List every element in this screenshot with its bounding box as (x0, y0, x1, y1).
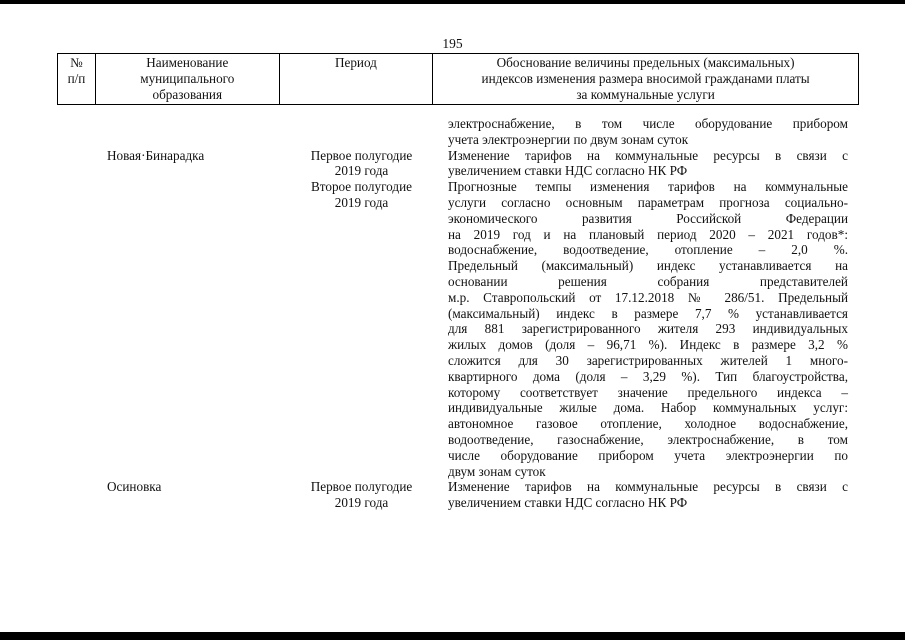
bottom-rule (0, 632, 905, 640)
header-name-line: муниципального (140, 71, 235, 86)
period-cell (289, 179, 434, 211)
period-line: 2019 года (334, 194, 389, 210)
text-line: водоотведение, газоснабжение, электроснабжение, в том (448, 431, 848, 447)
period-line: 2019 года (334, 163, 389, 179)
header-name-line: Наименование (146, 55, 229, 70)
period-entry (57, 479, 859, 511)
text-line: Изменение тарифов на коммунальные ресурсы в связи с (448, 147, 848, 163)
text-line: учета электроэнергии по двум зонам суток (448, 131, 689, 147)
text-line: на 2019 год и на плановый период 2020 – 2021 годов*: (448, 226, 848, 242)
text-line: квартирного дома (доля – 3,29 %). Тип благоустройства, (448, 368, 848, 384)
text-line: двум зонам суток (448, 463, 546, 479)
continuation-row (57, 116, 859, 148)
justification-cell (448, 479, 848, 511)
text-line: увеличением ставки НДС согласно НК РФ (448, 163, 688, 179)
text-line: Прогнозные темпы изменения тарифов на коммунальные (448, 179, 848, 195)
text-line: основании решения собрания представителей (448, 273, 848, 289)
table-row-osinovka (57, 479, 859, 511)
text-line: Предельный (максимальный) индекс устанавливается на (448, 258, 848, 274)
municipality-name: Осиновка (107, 479, 162, 495)
header-name-line: образования (152, 87, 223, 102)
table-body (57, 116, 859, 511)
table-header (57, 53, 859, 105)
text-line: сложится для 30 зарегистрированных жителей 1 много- (448, 352, 848, 368)
justification-cell (448, 179, 848, 479)
header-number-line: № (70, 55, 83, 70)
text-line: числе оборудование прибором учета электроэнергии по (448, 447, 848, 463)
header-justification-line: индексов изменения размера вносимой гражданами платы (481, 71, 810, 86)
text-line: Изменение тарифов на коммунальные ресурсы в связи с (448, 479, 848, 495)
header-number-line: п/п (67, 71, 86, 86)
continuation-text (448, 116, 848, 148)
page-number: 195 (442, 36, 463, 51)
text-line: м.р. Ставропольский от 17.12.2018 № 286/51. Предельный (448, 289, 848, 305)
text-line: индивидуальные жилые дома. Набор коммунальных услуг: (448, 400, 848, 416)
period-line: Второе полугодие (310, 179, 413, 195)
text-line: водоснабжение, водоотведение, отопление – 2,0 %. (448, 242, 848, 258)
header-justification-line: за коммунальные услуги (576, 87, 715, 102)
period-entry (57, 148, 859, 180)
period-entry (57, 179, 859, 479)
text-line: жилых домов (доля – 96,71 %). Индекс в размере 3,2 % (448, 337, 848, 353)
period-line: Первое полугодие (310, 479, 413, 495)
text-line: (максимальный) индекс в размере 7,7 % устанавливается (448, 305, 848, 321)
period-line: 2019 года (334, 495, 389, 511)
text-line: увеличением ставки НДС согласно НК РФ (448, 495, 688, 511)
table-row-novaya-binaradka (57, 148, 859, 480)
text-line: экономического развития Российской Федерации (448, 210, 848, 226)
justification-cell (448, 148, 848, 180)
header-number-cell (58, 54, 96, 105)
header-justification-line: Обоснование величины предельных (максимальных) (496, 55, 795, 70)
period-cell (289, 148, 434, 180)
text-line: автономное газовое отопление, холодное водоснабжение, (448, 416, 848, 432)
period-line: Первое полугодие (310, 147, 413, 163)
header-period-line: Период (334, 55, 377, 70)
text-line: услуги согласно основным параметрам прогноза социально- (448, 194, 848, 210)
municipality-name: Новая·Бинарадка (107, 147, 205, 163)
top-rule (0, 0, 905, 4)
header-period-cell (279, 54, 433, 105)
period-cell (289, 479, 434, 511)
text-line: для 881 зарегистрированного жителя 293 индивидуальных (448, 321, 848, 337)
header-name-cell (95, 54, 279, 105)
text-line: электроснабжение, в том числе оборудование прибором (448, 116, 848, 131)
text-line: которому соответствует значение предельного индекса – (448, 384, 848, 400)
header-justification-cell (433, 54, 859, 105)
